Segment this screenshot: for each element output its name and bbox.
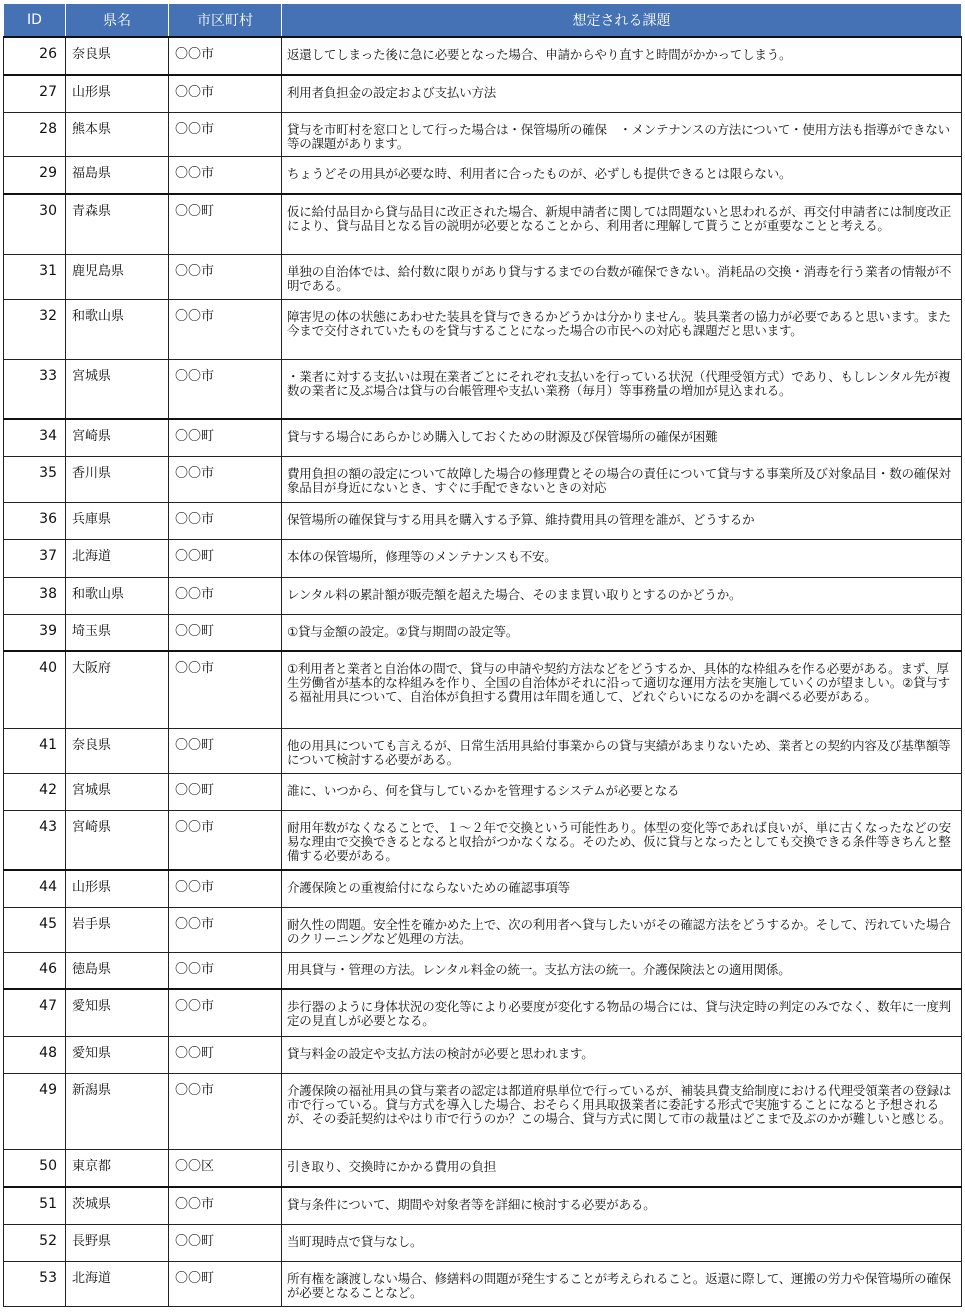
row-id: 53 xyxy=(4,1261,66,1306)
row-prefecture: 宮城県 xyxy=(66,773,169,810)
row-issue: ①利用者と業者と自治体の間で、貸与の申請や契約方法などをどうするか、具体的な枠組みを作る必要がある。まず、厚生労働省が基本的な枠組みを作り、全国の自治体がそれに沿って適切な運用方法を実施していくのが望ましい。②貸与する福祉用具について、自治体が負担する費用は年間を通して、どれぐらいになるのかを調べる必要がある。 xyxy=(282,651,962,728)
table-row xyxy=(4,75,962,112)
row-municipality: 〇〇町 xyxy=(169,1224,282,1261)
row-municipality: 〇〇市 xyxy=(169,75,282,112)
row-issue: 貸与する場合にあらかじめ購入しておくための財源及び保管場所の確保が困難 xyxy=(282,419,962,456)
row-id: 44 xyxy=(4,870,66,907)
header-issue: 想定される課題 xyxy=(282,4,962,38)
table-row xyxy=(4,419,962,456)
row-issue: 単独の自治体では、給付数に限りがあり貸与するまでの台数が確保できない。消耗品の交換・消毒を行う業者の情報が不明である。 xyxy=(282,254,962,299)
row-municipality: 〇〇町 xyxy=(169,539,282,577)
row-municipality: 〇〇区 xyxy=(169,1149,282,1187)
row-issue: 仮に給付品目から貸与品目に改正された場合、新規申請者に関しては問題ないと思われるが、再交付申請者には制度改正により、貸与品目となる旨の説明が必要となることから、利用者に理解して貰うことが重要なことと考える。 xyxy=(282,194,962,254)
row-id: 29 xyxy=(4,156,66,194)
table-row xyxy=(4,1224,962,1261)
row-id: 35 xyxy=(4,456,66,502)
row-id: 26 xyxy=(4,37,66,75)
row-issue: 貸与を市町村を窓口として行った場合は・保管場所の確保 ・メンテナンスの方法について・使用方法も指導ができない等の課題があります。 xyxy=(282,112,962,156)
row-issue: 本体の保管場所，修理等のメンテナンスも不安。 xyxy=(282,539,962,577)
table-row xyxy=(4,870,962,907)
row-prefecture: 山形県 xyxy=(66,75,169,112)
row-issue: 費用負担の額の設定について故障した場合の修理費とその場合の責任について貸与する事業所及び対象品目・数の確保対象品目が身近にないとき、すぐに手配できないときの対応 xyxy=(282,456,962,502)
row-municipality: 〇〇市 xyxy=(169,651,282,728)
row-prefecture: 大阪府 xyxy=(66,651,169,728)
table-row xyxy=(4,37,962,75)
row-issue: 誰に、いつから、何を貸与しているかを管理するシステムが必要となる xyxy=(282,773,962,810)
row-municipality: 〇〇市 xyxy=(169,1187,282,1224)
row-municipality: 〇〇市 xyxy=(169,952,282,989)
table-row xyxy=(4,112,962,156)
row-id: 31 xyxy=(4,254,66,299)
row-id: 30 xyxy=(4,194,66,254)
row-issue: 所有権を譲渡しない場合、修繕料の問題が発生することが考えられること。返還に際して、運搬の労力や保管場所の確保が必要となることなど。 xyxy=(282,1261,962,1306)
row-prefecture: 宮崎県 xyxy=(66,810,169,870)
issues-table xyxy=(3,3,962,1307)
row-prefecture: 茨城県 xyxy=(66,1187,169,1224)
table-row xyxy=(4,299,962,359)
row-issue: 用具貸与・管理の方法。レンタル料金の統一。支払方法の統一。介護保険法との適用関係。 xyxy=(282,952,962,989)
row-prefecture: 長野県 xyxy=(66,1224,169,1261)
table-row xyxy=(4,156,962,194)
table-row xyxy=(4,1261,962,1306)
row-municipality: 〇〇市 xyxy=(169,456,282,502)
row-id: 47 xyxy=(4,989,66,1036)
row-prefecture: 和歌山県 xyxy=(66,577,169,614)
row-id: 50 xyxy=(4,1149,66,1187)
row-prefecture: 宮城県 xyxy=(66,359,169,419)
row-prefecture: 山形県 xyxy=(66,870,169,907)
row-issue: 利用者負担金の設定および支払い方法 xyxy=(282,75,962,112)
table-row xyxy=(4,810,962,870)
row-issue: 他の用具についても言えるが、日常生活用具給付事業からの貸与実績があまりないため、業者との契約内容及び基準額等について検討する必要がある。 xyxy=(282,728,962,773)
table-row xyxy=(4,773,962,810)
row-municipality: 〇〇町 xyxy=(169,614,282,651)
row-id: 43 xyxy=(4,810,66,870)
row-prefecture: 愛知県 xyxy=(66,989,169,1036)
row-id: 42 xyxy=(4,773,66,810)
row-municipality: 〇〇町 xyxy=(169,419,282,456)
table-row xyxy=(4,1073,962,1149)
row-id: 48 xyxy=(4,1036,66,1073)
row-issue: ちょうどその用具が必要な時、利用者に合ったものが、必ずしも提供できるとは限らない。 xyxy=(282,156,962,194)
row-municipality: 〇〇町 xyxy=(169,1261,282,1306)
row-id: 52 xyxy=(4,1224,66,1261)
row-municipality: 〇〇町 xyxy=(169,728,282,773)
table-row xyxy=(4,1036,962,1073)
row-prefecture: 奈良県 xyxy=(66,37,169,75)
issues-table-container xyxy=(3,3,961,1307)
table-row xyxy=(4,1149,962,1187)
row-municipality: 〇〇市 xyxy=(169,1073,282,1149)
row-issue: 貸与条件について、期間や対象者等を詳細に検討する必要がある。 xyxy=(282,1187,962,1224)
row-municipality: 〇〇町 xyxy=(169,773,282,810)
row-issue: レンタル料の累計額が販売額を超えた場合、そのまま買い取りとするのかどうか。 xyxy=(282,577,962,614)
row-id: 36 xyxy=(4,502,66,539)
row-prefecture: 青森県 xyxy=(66,194,169,254)
row-municipality: 〇〇市 xyxy=(169,502,282,539)
table-row xyxy=(4,728,962,773)
row-prefecture: 宮崎県 xyxy=(66,419,169,456)
row-issue: 耐用年数がなくなることで、１～２年で交換という可能性あり。体型の変化等であれば良いが、単に古くなったなどの安易な理由で交換できるとなると収拾がつかなくなる。そのため、仮に貸与となったとしても交換できる条件等きちんと整備する必要がある。 xyxy=(282,810,962,870)
row-id: 39 xyxy=(4,614,66,651)
row-municipality: 〇〇市 xyxy=(169,112,282,156)
row-municipality: 〇〇市 xyxy=(169,37,282,75)
row-prefecture: 東京都 xyxy=(66,1149,169,1187)
row-issue: 歩行器のように身体状況の変化等により必要度が変化する物品の場合には、貸与決定時の判定のみでなく、数年に一度判定の見直しが必要となる。 xyxy=(282,989,962,1036)
row-prefecture: 熊本県 xyxy=(66,112,169,156)
row-id: 37 xyxy=(4,539,66,577)
table-row xyxy=(4,989,962,1036)
table-row xyxy=(4,907,962,952)
row-id: 33 xyxy=(4,359,66,419)
table-row xyxy=(4,194,962,254)
row-prefecture: 和歌山県 xyxy=(66,299,169,359)
row-issue: 保管場所の確保貸与する用具を購入する予算、維持費用具の管理を誰が、どうするか xyxy=(282,502,962,539)
row-prefecture: 鹿児島県 xyxy=(66,254,169,299)
table-row xyxy=(4,502,962,539)
table-row xyxy=(4,577,962,614)
header-municipality: 市区町村 xyxy=(169,4,282,38)
row-id: 27 xyxy=(4,75,66,112)
table-row xyxy=(4,456,962,502)
row-issue: ・業者に対する支払いは現在業者ごとにそれぞれ支払いを行っている状況（代理受領方式）であり、もしレンタル先が複数の業者に及ぶ場合は貸与の台帳管理や支払い業務（毎月）等事務量の増加が見込まれる。 xyxy=(282,359,962,419)
row-id: 28 xyxy=(4,112,66,156)
table-row xyxy=(4,952,962,989)
header-row xyxy=(4,4,962,38)
row-prefecture: 新潟県 xyxy=(66,1073,169,1149)
row-prefecture: 埼玉県 xyxy=(66,614,169,651)
row-id: 38 xyxy=(4,577,66,614)
row-id: 45 xyxy=(4,907,66,952)
table-row xyxy=(4,1187,962,1224)
row-prefecture: 徳島県 xyxy=(66,952,169,989)
table-row xyxy=(4,651,962,728)
row-issue: 引き取り、交換時にかかる費用の負担 xyxy=(282,1149,962,1187)
table-row xyxy=(4,254,962,299)
row-prefecture: 香川県 xyxy=(66,456,169,502)
row-municipality: 〇〇町 xyxy=(169,1036,282,1073)
row-prefecture: 岩手県 xyxy=(66,907,169,952)
row-id: 40 xyxy=(4,651,66,728)
row-municipality: 〇〇市 xyxy=(169,907,282,952)
row-issue: 返還してしまった後に急に必要となった場合、申請からやり直すと時間がかかってしまう。 xyxy=(282,37,962,75)
row-municipality: 〇〇市 xyxy=(169,299,282,359)
row-issue: 貸与料金の設定や支払方法の検討が必要と思われます。 xyxy=(282,1036,962,1073)
table-row xyxy=(4,614,962,651)
row-id: 49 xyxy=(4,1073,66,1149)
header-id: ID xyxy=(4,4,66,38)
row-prefecture: 北海道 xyxy=(66,539,169,577)
row-id: 46 xyxy=(4,952,66,989)
row-prefecture: 北海道 xyxy=(66,1261,169,1306)
row-id: 34 xyxy=(4,419,66,456)
row-municipality: 〇〇市 xyxy=(169,359,282,419)
row-municipality: 〇〇町 xyxy=(169,194,282,254)
row-issue: 当町現時点で貸与なし。 xyxy=(282,1224,962,1261)
row-issue: 障害児の体の状態にあわせた装具を貸与できるかどうかは分かりません。装具業者の協力が必要であると思います。また今まで交付されていたものを貸与することになった場合の市民への対応も課題だと思います。 xyxy=(282,299,962,359)
row-issue: 介護保険の福祉用具の貸与業者の認定は都道府県単位で行っているが、補装具費支給制度における代理受領業者の登録は市で行っている。貸与方式を導入した場合、おそらく用具取扱業者に委託する形式で実施することになると予想されるが、その委託契約はやはり市で行うのか？この場合、貸与方式に関して市の裁量はどこまで及ぶのかが難しいと感じる。 xyxy=(282,1073,962,1149)
row-prefecture: 福島県 xyxy=(66,156,169,194)
table-row xyxy=(4,539,962,577)
row-id: 32 xyxy=(4,299,66,359)
header-prefecture: 県名 xyxy=(66,4,169,38)
row-issue: 耐久性の問題。安全性を確かめた上で、次の利用者へ貸与したいがその確認方法をどうするか。そして、汚れていた場合のクリーニングなど処理の方法。 xyxy=(282,907,962,952)
row-prefecture: 愛知県 xyxy=(66,1036,169,1073)
row-issue: 介護保険との重複給付にならないための確認事項等 xyxy=(282,870,962,907)
row-municipality: 〇〇市 xyxy=(169,870,282,907)
row-municipality: 〇〇市 xyxy=(169,577,282,614)
row-id: 51 xyxy=(4,1187,66,1224)
row-prefecture: 兵庫県 xyxy=(66,502,169,539)
row-municipality: 〇〇市 xyxy=(169,156,282,194)
row-id: 41 xyxy=(4,728,66,773)
row-municipality: 〇〇市 xyxy=(169,989,282,1036)
row-issue: ①貸与金額の設定。②貸与期間の設定等。 xyxy=(282,614,962,651)
table-row xyxy=(4,359,962,419)
row-prefecture: 奈良県 xyxy=(66,728,169,773)
row-municipality: 〇〇市 xyxy=(169,810,282,870)
row-municipality: 〇〇市 xyxy=(169,254,282,299)
